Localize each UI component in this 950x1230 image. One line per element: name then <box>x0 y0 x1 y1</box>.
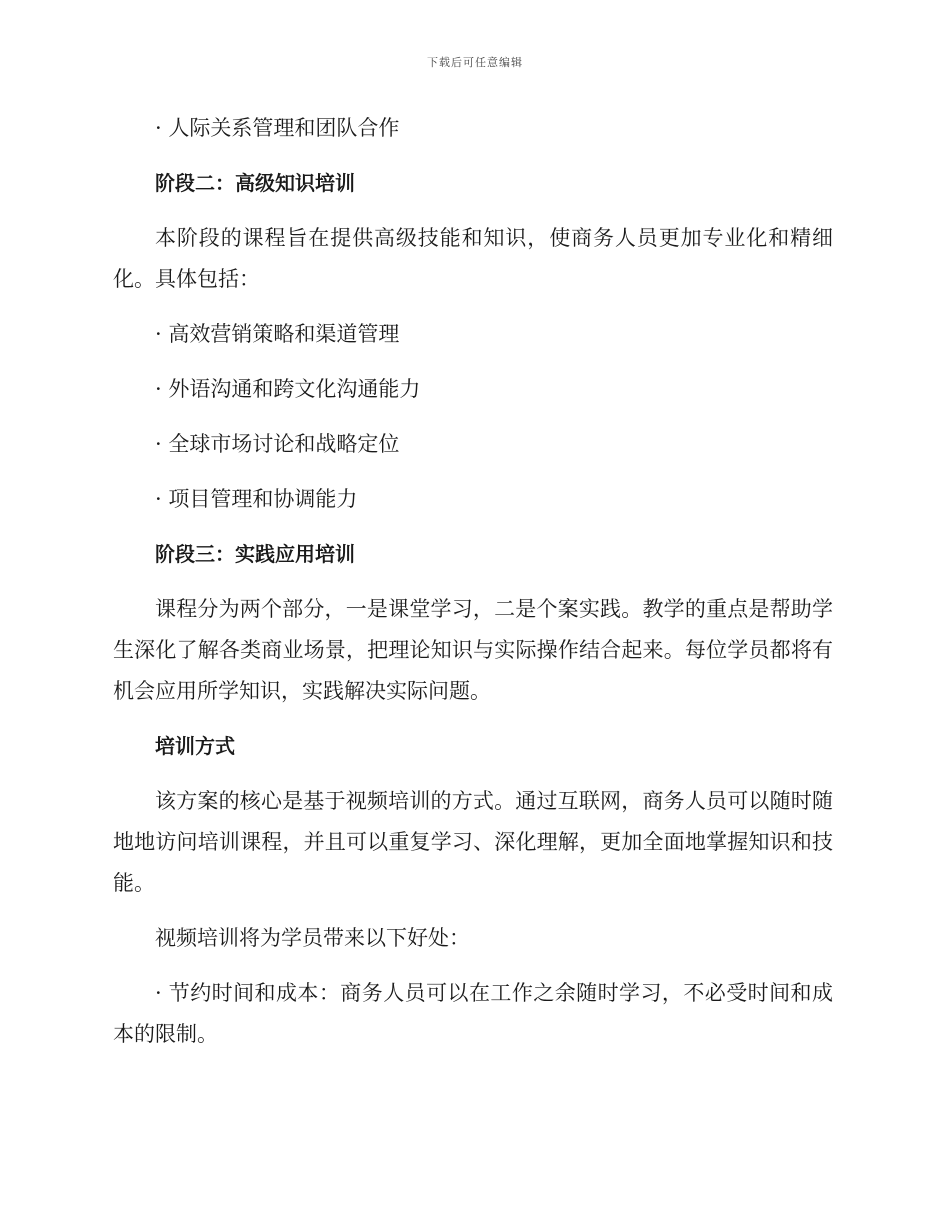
bullet-marketing: · 高效营销策略和渠道管理 <box>155 322 400 346</box>
paragraph-stage3: 课程分为两个部分，一是课堂学习，二是个案实践。教学的重点是帮助学生深化了解各类商业场景，把理论知识与实际操作结合起来。每位学员都将有机会应用所学知识，实践解决实际问题。 <box>113 597 833 703</box>
paragraph-method: 该方案的核心是基于视频培训的方式。通过互联网，商务人员可以随时随地地访问培训课程，并且可以重复学习、深化理解，更加全面地掌握知识和技能。 <box>113 789 833 895</box>
heading-stage3: 阶段三：实践应用培训 <box>155 542 355 566</box>
heading-stage2: 阶段二：高级知识培训 <box>155 171 355 195</box>
bullet-project: · 项目管理和协调能力 <box>155 487 358 511</box>
bullet-save-time: · 节约时间和成本：商务人员可以在工作之余随时学习，不必受时间和成本的限制。 <box>113 981 833 1046</box>
bullet-interpersonal: · 人际关系管理和团队合作 <box>155 116 400 140</box>
paragraph-stage2-intro: 本阶段的课程旨在提供高级技能和知识，使商务人员更加专业化和精细化。具体包括： <box>113 226 833 291</box>
document-body <box>113 108 833 1055</box>
bullet-global: · 全球市场讨论和战略定位 <box>155 432 400 456</box>
page-header: 下载后可任意编辑 <box>427 56 523 69</box>
heading-method: 培训方式 <box>155 734 235 758</box>
bullet-language: · 外语沟通和跨文化沟通能力 <box>155 377 421 401</box>
paragraph-benefits-intro: 视频培训将为学员带来以下好处： <box>155 926 470 950</box>
